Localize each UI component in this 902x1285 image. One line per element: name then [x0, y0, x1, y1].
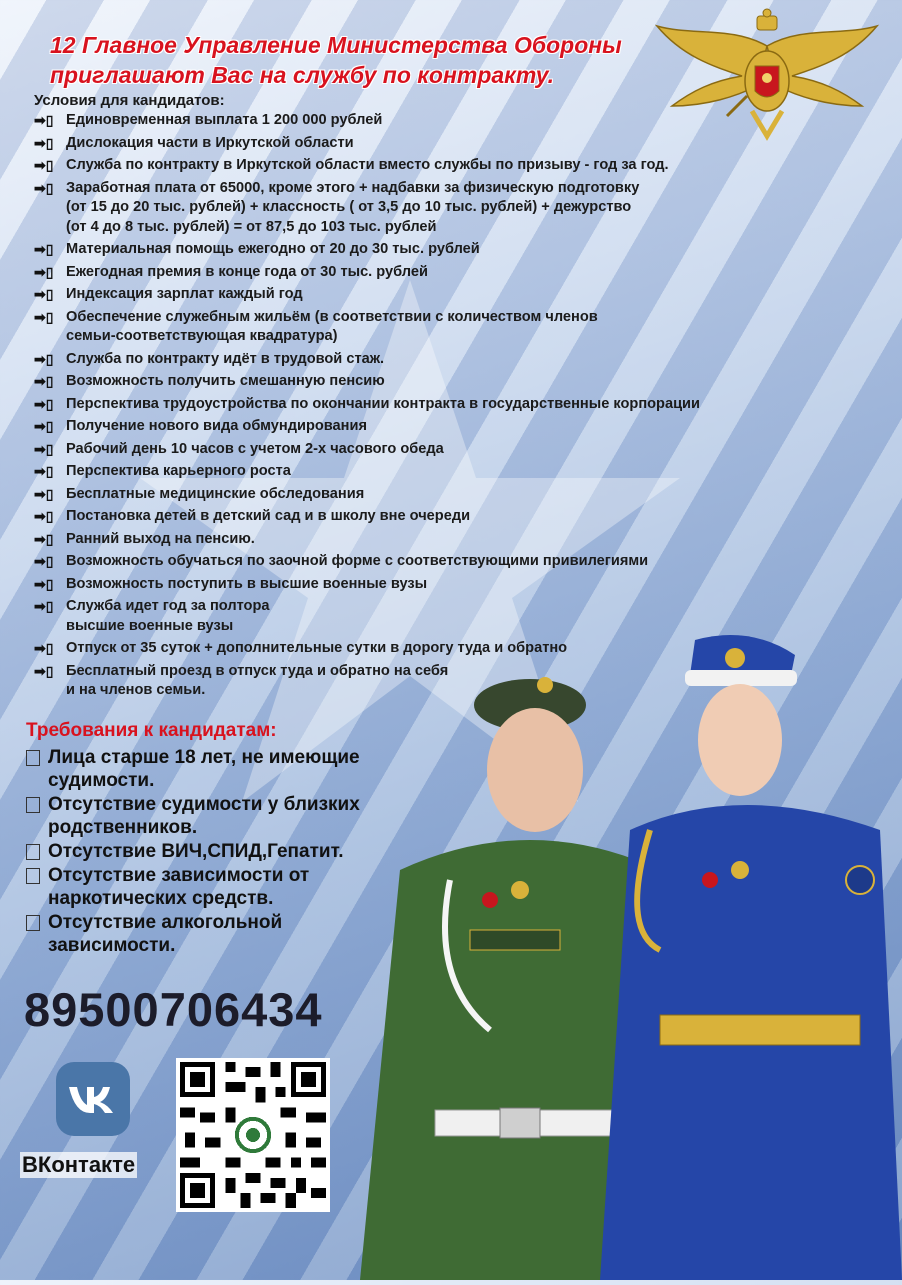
arrow-bullet-icon: ➡▯: [34, 508, 54, 524]
conditions-heading: Условия для кандидатов:: [34, 92, 225, 109]
condition-text: Служба по контракту идёт в трудовой стаж.: [66, 350, 385, 367]
requirement-item: [26, 746, 446, 792]
arrow-bullet-icon: ➡▯: [34, 395, 54, 412]
requirement-item: [26, 840, 446, 863]
condition-text: Служба идет год за полтора высшие военные вузы: [66, 598, 270, 634]
requirement-text: Отсутствие ВИЧ,СПИД,Гепатит.: [48, 841, 344, 862]
arrow-bullet-icon: ➡▯: [34, 179, 54, 196]
condition-item: [34, 485, 824, 505]
condition-text: Заработная плата от 65000, кроме этого + надбавки за физическую подготовку (от 15 до 20 тыс. рублей) + классность ( от 3,5 до 10 тыс. рублей) + дежурство (от 4 до 8 тыс. рублей) = от 87,5 до 103 тыс. рублей: [66, 179, 640, 235]
requirement-text: Отсутствие алкогольной зависимости.: [48, 912, 283, 956]
page-title: [50, 30, 670, 90]
conditions-list: [34, 111, 824, 704]
condition-text: Бесплатные медицинские обследования: [66, 485, 365, 502]
condition-text: Ранний выход на пенсию.: [66, 530, 255, 547]
condition-item: [34, 552, 824, 572]
condition-item: [34, 417, 824, 437]
qr-code-icon[interactable]: [176, 1058, 330, 1212]
arrow-bullet-icon: ➡▯: [34, 553, 54, 569]
condition-text: Материальная помощь ежегодно от 20 до 30 тыс. рублей: [66, 241, 480, 257]
requirement-text: Отсутствие судимости у близких родственников.: [48, 794, 360, 838]
condition-text: Индексация зарплат каждый год: [66, 286, 303, 302]
requirements-list: [26, 746, 446, 958]
requirement-item: [26, 864, 446, 910]
arrow-bullet-icon: ➡▯: [34, 350, 54, 367]
condition-text: Единовременная выплата 1 200 000 рублей: [66, 112, 383, 128]
arrow-bullet-icon: ➡▯: [34, 263, 54, 280]
arrow-bullet-icon: ➡▯: [34, 662, 54, 679]
condition-item: [34, 263, 824, 283]
vk-logo-icon[interactable]: [56, 1062, 130, 1136]
arrow-bullet-icon: ➡▯: [34, 373, 54, 389]
condition-text: Дислокация части в Иркутской области: [66, 134, 354, 151]
requirements-heading: Требования к кандидатам:: [26, 720, 277, 741]
condition-text: Рабочий день 10 часов с учетом 2-х часового обеда: [66, 440, 444, 457]
man-face: [487, 708, 583, 832]
arrow-bullet-icon: ➡▯: [34, 485, 54, 502]
condition-item: [34, 156, 824, 176]
arrow-bullet-icon: ➡▯: [34, 598, 54, 614]
arrow-bullet-icon: ➡▯: [34, 440, 54, 457]
arrow-bullet-icon: ➡▯: [34, 112, 54, 128]
condition-text: Получение нового вида обмундирования: [66, 418, 367, 434]
condition-text: Перспектива трудоустройства по окончании контракта в государственные корпорации: [66, 395, 700, 412]
arrow-bullet-icon: ➡▯: [34, 134, 54, 151]
condition-item: [34, 179, 824, 238]
arrow-bullet-icon: ➡▯: [34, 463, 54, 479]
condition-item: [34, 111, 824, 131]
square-bullet-icon: [26, 915, 40, 931]
title-line-1: 12 Главное Управление Министерства Обороны: [50, 32, 622, 58]
condition-text: Бесплатный проезд в отпуск туда и обратно на себя и на членов семьи.: [66, 662, 449, 698]
condition-text: Возможность обучаться по заочной форме с соответствующими привилегиями: [66, 553, 649, 569]
requirement-item: [26, 911, 446, 957]
woman-face: [698, 684, 782, 796]
requirement-item: [26, 793, 446, 839]
square-bullet-icon: [26, 868, 40, 884]
condition-item: [34, 240, 824, 260]
condition-item: [34, 507, 824, 527]
condition-text: Перспектива карьерного роста: [66, 463, 291, 479]
condition-text: Постановка детей в детский сад и в школу вне очереди: [66, 508, 471, 524]
condition-item: [34, 462, 824, 482]
arrow-bullet-icon: ➡▯: [34, 640, 54, 656]
condition-item: [34, 530, 824, 550]
condition-item: [34, 440, 824, 460]
square-bullet-icon: [26, 844, 40, 860]
condition-text: Возможность поступить в высшие военные вузы: [66, 575, 428, 592]
requirement-text: Лица старше 18 лет, не имеющие судимости.: [48, 747, 360, 791]
arrow-bullet-icon: ➡▯: [34, 241, 54, 257]
condition-item: [34, 372, 824, 392]
condition-item: [34, 395, 824, 415]
arrow-bullet-icon: ➡▯: [34, 530, 54, 547]
arrow-bullet-icon: ➡▯: [34, 308, 54, 325]
condition-text: Служба по контракту в Иркутской области вместо службы по призыву - год за год.: [66, 157, 669, 173]
condition-text: Возможность получить смешанную пенсию: [66, 373, 385, 389]
condition-item: [34, 134, 824, 154]
condition-item: [34, 285, 824, 305]
arrow-bullet-icon: ➡▯: [34, 157, 54, 173]
condition-text: Обеспечение служебным жильём (в соответствии с количеством членов семьи-соответствующая квадратура): [66, 308, 598, 344]
arrow-bullet-icon: ➡▯: [34, 575, 54, 592]
condition-item: [34, 575, 824, 595]
requirement-text: Отсутствие зависимости от наркотических средств.: [48, 865, 310, 909]
arrow-bullet-icon: ➡▯: [34, 418, 54, 434]
condition-text: Отпуск от 35 суток + дополнительные сутки в дорогу туда и обратно: [66, 640, 568, 656]
arrow-bullet-icon: ➡▯: [34, 286, 54, 302]
square-bullet-icon: [26, 750, 40, 766]
vk-label[interactable]: ВКонтакте: [22, 1152, 136, 1177]
square-bullet-icon: [26, 797, 40, 813]
condition-text: Ежегодная премия в конце года от 30 тыс. рублей: [66, 263, 428, 280]
phone-number[interactable]: 89500706434: [24, 983, 323, 1036]
title-line-2: приглашают Вас на службу по контракту.: [50, 62, 555, 88]
condition-item: [34, 308, 824, 347]
condition-item: [34, 350, 824, 370]
